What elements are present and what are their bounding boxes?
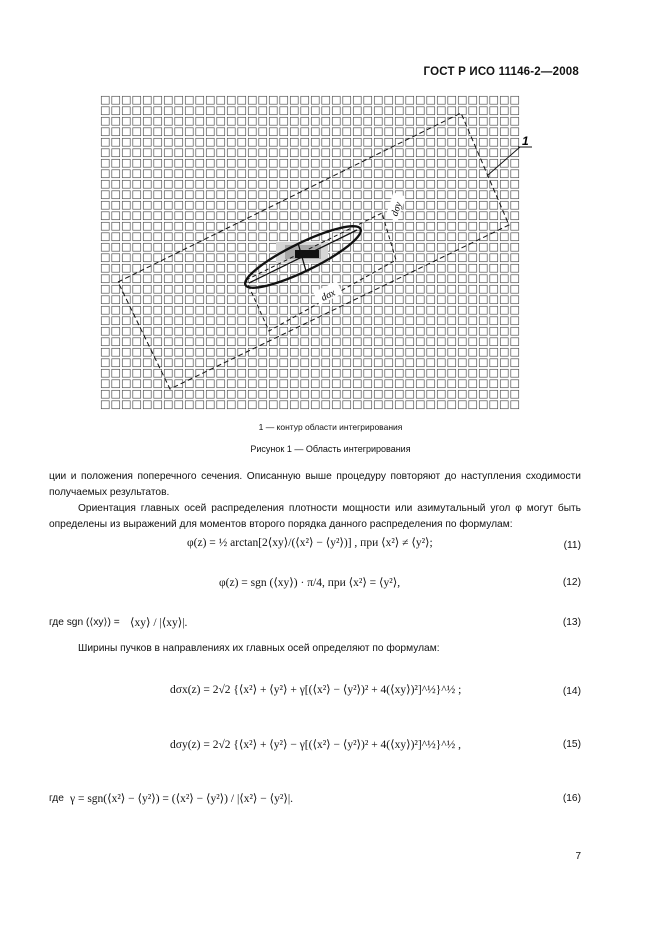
axis-label-dy: dσy: [389, 200, 405, 218]
equation-13-prefix: где sgn (⟨xy⟩) =: [49, 617, 120, 628]
figure-callout-1: 1: [522, 134, 529, 148]
equation-number-12: (12): [562, 577, 581, 588]
figure-legend: 1 — контур области интегрирования: [258, 422, 403, 432]
equation-11: φ(z) = ½ arctan[2⟨xy⟩/(⟨x²⟩ − ⟨y²⟩)] , при ⟨x²⟩ ≠ ⟨y²⟩;: [187, 537, 433, 549]
equation-16-prefix: где: [49, 793, 64, 804]
integration-contour-inner: [246, 213, 396, 331]
document-header-id: ГОСТ Р ИСО 11146-2—2008: [423, 66, 579, 78]
equation-13: ⟨xy⟩ / |⟨xy⟩|.: [130, 617, 188, 629]
equation-14: dσx(z) = 2√2 {⟨x²⟩ + ⟨y²⟩ + γ[(⟨x²⟩ − ⟨y²⟩)² + 4(⟨xy⟩)²]^½}^½ ;: [170, 684, 462, 696]
integration-area-figure: [100, 95, 529, 417]
equation-15: dσy(z) = 2√2 {⟨x²⟩ + ⟨y²⟩ − γ[(⟨x²⟩ − ⟨y²⟩)² + 4(⟨xy⟩)²]^½}^½ ,: [170, 739, 462, 751]
callout-leader: [488, 147, 520, 175]
equation-number-16: (16): [562, 793, 581, 804]
equation-12: φ(z) = sgn (⟨xy⟩) · π/4, при ⟨x²⟩ = ⟨y²⟩,: [219, 577, 401, 589]
equation-number-11: (11): [563, 540, 581, 551]
paragraph-3: Ширины пучков в направлениях их главных осей определяют по формулам:: [78, 643, 440, 654]
beam-spot-pixels: [276, 242, 328, 263]
figure-caption: Рисунок 1 — Область интегрирования: [250, 444, 411, 454]
paragraph-1: ции и положения поперечного сечения. Описанную выше процедуру повторяют до наступления сходимости получаемых результатов.: [49, 471, 581, 498]
page-number: 7: [575, 851, 581, 862]
equation-number-15: (15): [562, 739, 581, 750]
equation-16: γ = sgn(⟨x²⟩ − ⟨y²⟩) = (⟨x²⟩ − ⟨y²⟩) / |⟨x²⟩ − ⟨y²⟩|.: [70, 793, 294, 805]
equation-number-14: (14): [562, 686, 581, 697]
paragraph-2: Ориентация главных осей распределения плотности мощности или азимутальный угол φ могут быть определены из выражений для моментов второго порядка данного распределения по формулам:: [49, 503, 581, 530]
axis-label-dx: dσx: [319, 287, 338, 304]
equation-number-13: (13): [562, 617, 581, 628]
